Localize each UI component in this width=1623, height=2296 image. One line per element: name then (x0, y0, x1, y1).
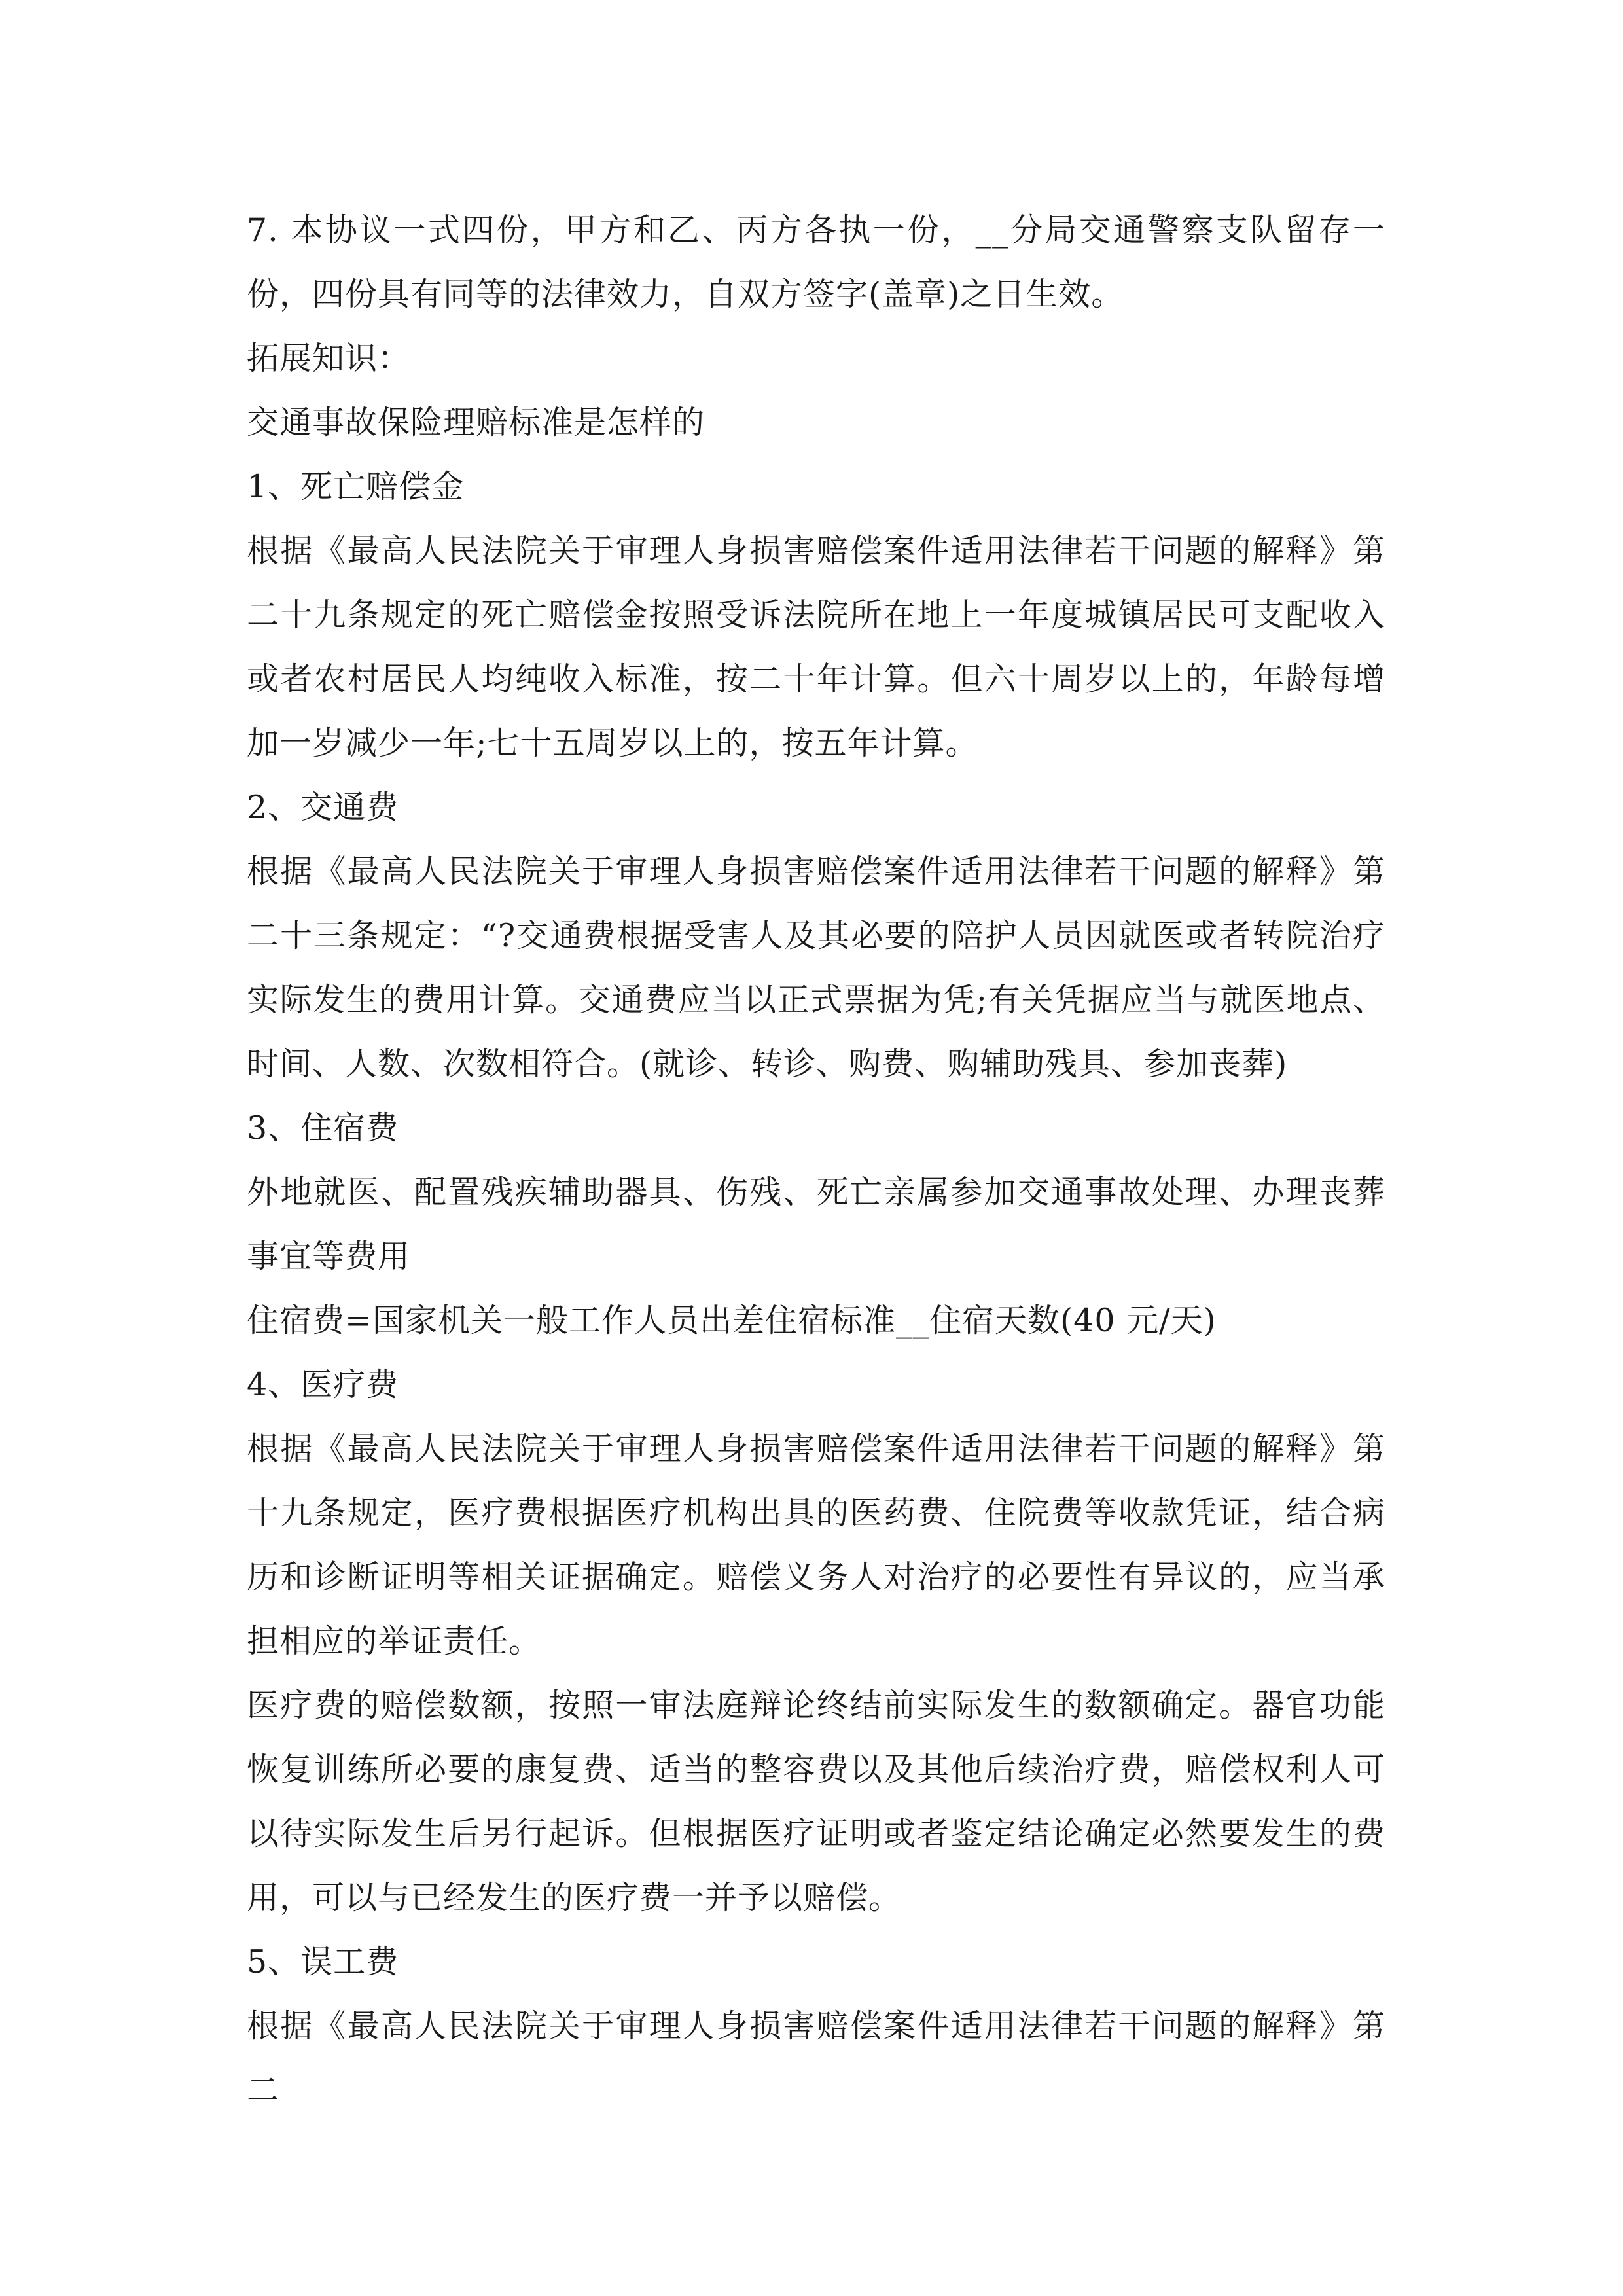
heading-death-compensation: 1、死亡赔偿金 (247, 468, 465, 505)
paragraph-lost-wages: 根据《最高人民法院关于审理人身损害赔偿案件适用法律若干问题的解释》第二 (247, 2007, 1385, 2109)
paragraph-transport-fee: 根据《最高人民法院关于审理人身损害赔偿案件适用法律若干问题的解释》第二十三条规定：“?交通费根据受害人及其必要的陪护人员因就医或者转院治疗实际发生的费用计算。交通费应当以正式票据为凭;有关凭据应当与就医地点、时间、人数、次数相符合。(就诊、转诊、购费、购辅助残具、参加丧葬) (247, 853, 1385, 1083)
paragraph-section-title: 交通事故保险理赔标准是怎样的 (247, 404, 705, 441)
paragraph-agreement-copies: 7. 本协议一式四份，甲方和乙、丙方各执一份，__分局交通警察支队留存一份，四份具有同等的法律效力，自双方签字(盖章)之日生效。 (247, 211, 1385, 313)
heading-medical-fee: 4、医疗费 (247, 1366, 399, 1403)
heading-accommodation-fee: 3、住宿费 (247, 1109, 399, 1147)
paragraph-extended-knowledge: 拓展知识： (247, 340, 411, 377)
paragraph-death-compensation: 根据《最高人民法院关于审理人身损害赔偿案件适用法律若干问题的解释》第二十九条规定的死亡赔偿金按照受诉法院所在地上一年度城镇居民可支配收入或者农村居民人均纯收入标准，按二十年计算。但六十周岁以上的，年龄每增加一岁减少一年;七十五周岁以上的，按五年计算。 (247, 532, 1385, 762)
paragraph-medical-fee: 根据《最高人民法院关于审理人身损害赔偿案件适用法律若干问题的解释》第十九条规定，医疗费根据医疗机构出具的医药费、住院费等收款凭证，结合病历和诊断证明等相关证据确定。赔偿义务人对治疗的必要性有异议的，应当承担相应的举证责任。 (247, 1430, 1385, 1660)
paragraph-accommodation-formula: 住宿费=国家机关一般工作人员出差住宿标准__住宿天数(40 元/天) (247, 1302, 1217, 1339)
heading-transport-fee: 2、交通费 (247, 789, 399, 826)
paragraph-medical-amount: 医疗费的赔偿数额，按照一审法庭辩论终结前实际发生的数额确定。器官功能恢复训练所必要的康复费、适当的整容费以及其他后续治疗费，赔偿权利人可以待实际发生后另行起诉。但根据医疗证明或者鉴定结论确定必然要发生的费用，可以与已经发生的医疗费一并予以赔偿。 (247, 1687, 1385, 1916)
heading-lost-wages: 5、误工费 (247, 1943, 399, 1981)
paragraph-accommodation-scope: 外地就医、配置残疾辅助器具、伤残、死亡亲属参加交通事故处理、办理丧葬事宜等费用 (247, 1174, 1385, 1275)
document-body (247, 198, 1385, 2123)
